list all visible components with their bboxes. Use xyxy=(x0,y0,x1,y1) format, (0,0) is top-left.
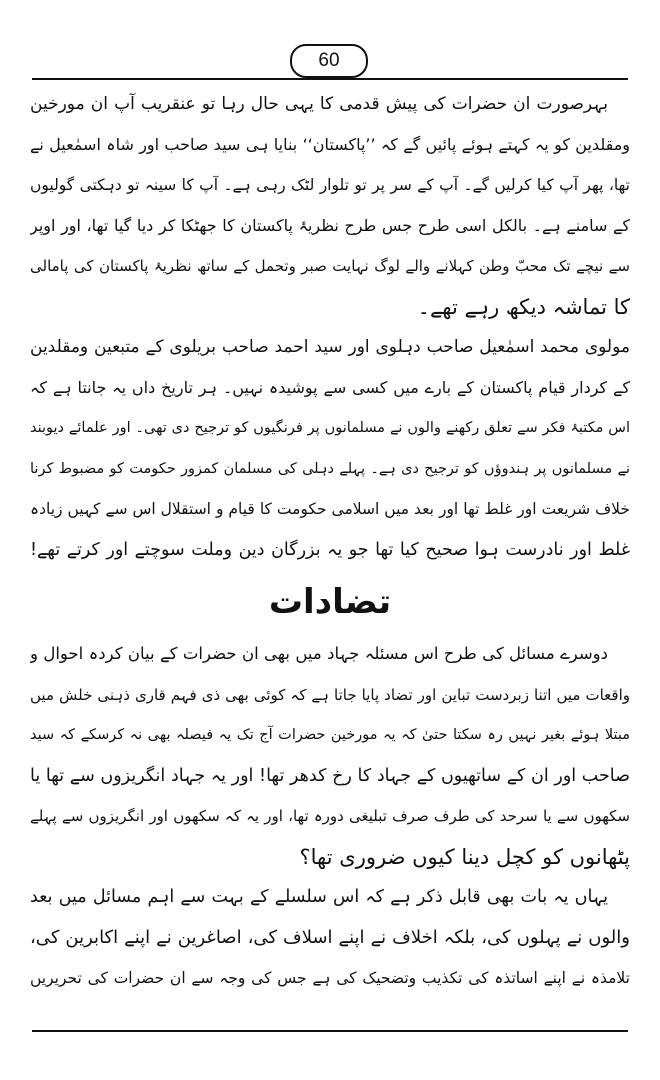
footer-rule xyxy=(32,1030,628,1032)
text-line: مولوی محمد اسمٰعیل صاحب دہلوی اور سید احمد صاحب بریلوی کے متبعین ومقلدین xyxy=(30,337,630,357)
header-rule xyxy=(32,78,628,80)
text-line: دوسرے مسائل کی طرح اس مسئلہ جہاد میں بھی ان حضرات کے بیان کردہ احوال و xyxy=(30,644,608,663)
text-line: ومقلدین کو یہ کہتے ہوئے پائیں گے کہ ’’پاکستان‘‘ بنایا ہی سید صاحب اور شاہ اسمٰعیل نے xyxy=(30,134,630,154)
text-line: کے سامنے ہے۔ بالکل اسی طرح جس طرح نظریۂ پاکستان کا جھٹکا کر دیا گیا تھا، اور اوپر xyxy=(30,215,630,235)
text-line: کے کردار قیام پاکستان کے بارے میں کسی سے پوشیدہ نہیں۔ ہر تاریخ داں یہ جانتا ہے کہ xyxy=(30,377,630,397)
text-line: سے نیچے تک محبّ وطن کہلانے والے لوگ نہایت صبر وتحمل کے ساتھ نظریۂ پاکستان کی پامالی xyxy=(30,257,630,275)
text-line: پٹھانوں کو کچل دینا کیوں ضروری تھا؟ xyxy=(299,844,630,869)
text-line: مبتلا ہوئے بغیر نہیں رہ سکتا حتیٰ کہ یہ مورخین حضرات آج تک یہ فیصلہ بھی نہ کرسکے کہ سید xyxy=(30,727,630,743)
paragraph-4 xyxy=(30,877,630,999)
text-line: کا تماشہ دیکھ رہے تھے۔ xyxy=(417,294,630,319)
text-line: غلط اور نادرست ہوا صحیح کیا تھا جو یہ بزرگان دین وملت سوچتے اور کرتے تھے! xyxy=(30,539,630,560)
section-heading: تضادات xyxy=(268,582,392,622)
text-line: اس مکتبۂ فکر سے تعلق رکھنے والوں نے مسلمانوں پر فرنگیوں کو ترجیح دی تھی۔ اور علمائے دیوبند xyxy=(30,420,630,436)
page-body xyxy=(30,84,630,999)
text-line: خلاف شریعت اور غلط تھا اور بعد میں اسلامی حکومت کا قیام و استقلال اس سے کہیں زیادہ xyxy=(30,500,630,518)
paragraph-1 xyxy=(30,84,630,327)
text-line: نے مسلمانوں پر ہندوؤں کو ترجیح دی ہے۔ پہلے دہلی کی مسلمان کمزور حکومت کو مضبوط کرنا xyxy=(30,460,630,477)
page-number: 60 xyxy=(290,44,368,78)
text-line: تلامذہ نے اپنے اساتذہ کی تکذیب وتضحیک کی ہے جس کی وجہ سے ان حضرات کی تحریریں xyxy=(30,969,630,987)
paragraph-3 xyxy=(30,634,630,877)
text-line: سکھوں سے یا سرحد کی طرف صرف تبلیغی دورہ تھا، اور یہ کہ سکھوں اور انگریزوں سے پہلے xyxy=(30,807,630,825)
text-line: یہاں یہ بات بھی قابل ذکر ہے کہ اس سلسلے کے بہت سے اہم مسائل میں بعد xyxy=(30,887,608,907)
text-line: تھا، پھر آپ کیا کرلیں گے۔ آپ کے سر پر تو تلوار لٹک رہی ہے۔ آپ کا سینہ تو دہکتی گولیوں xyxy=(30,176,630,194)
paragraph-2 xyxy=(30,327,630,570)
text-line: بہرصورت ان حضرات کی پیش قدمی کا یہی حال رہا تو عنقریب آپ ان مورخین xyxy=(30,94,608,114)
text-line: صاحب اور ان کے ساتھیوں کے جہاد کا رخ کدھر تھا! اور یہ جہاد انگریزوں سے تھا یا xyxy=(30,765,630,786)
text-line: والوں نے پہلوں کی، بلکہ اخلاف نے اپنے اسلاف کی، اصاغرین نے اپنے اکابرین کی، xyxy=(30,926,630,948)
text-line: واقعات میں اتنا زبردست تباین اور تضاد پایا جاتا ہے کہ کوئی بھی ذی فہم قاری ذہنی خلش میں xyxy=(30,685,630,704)
